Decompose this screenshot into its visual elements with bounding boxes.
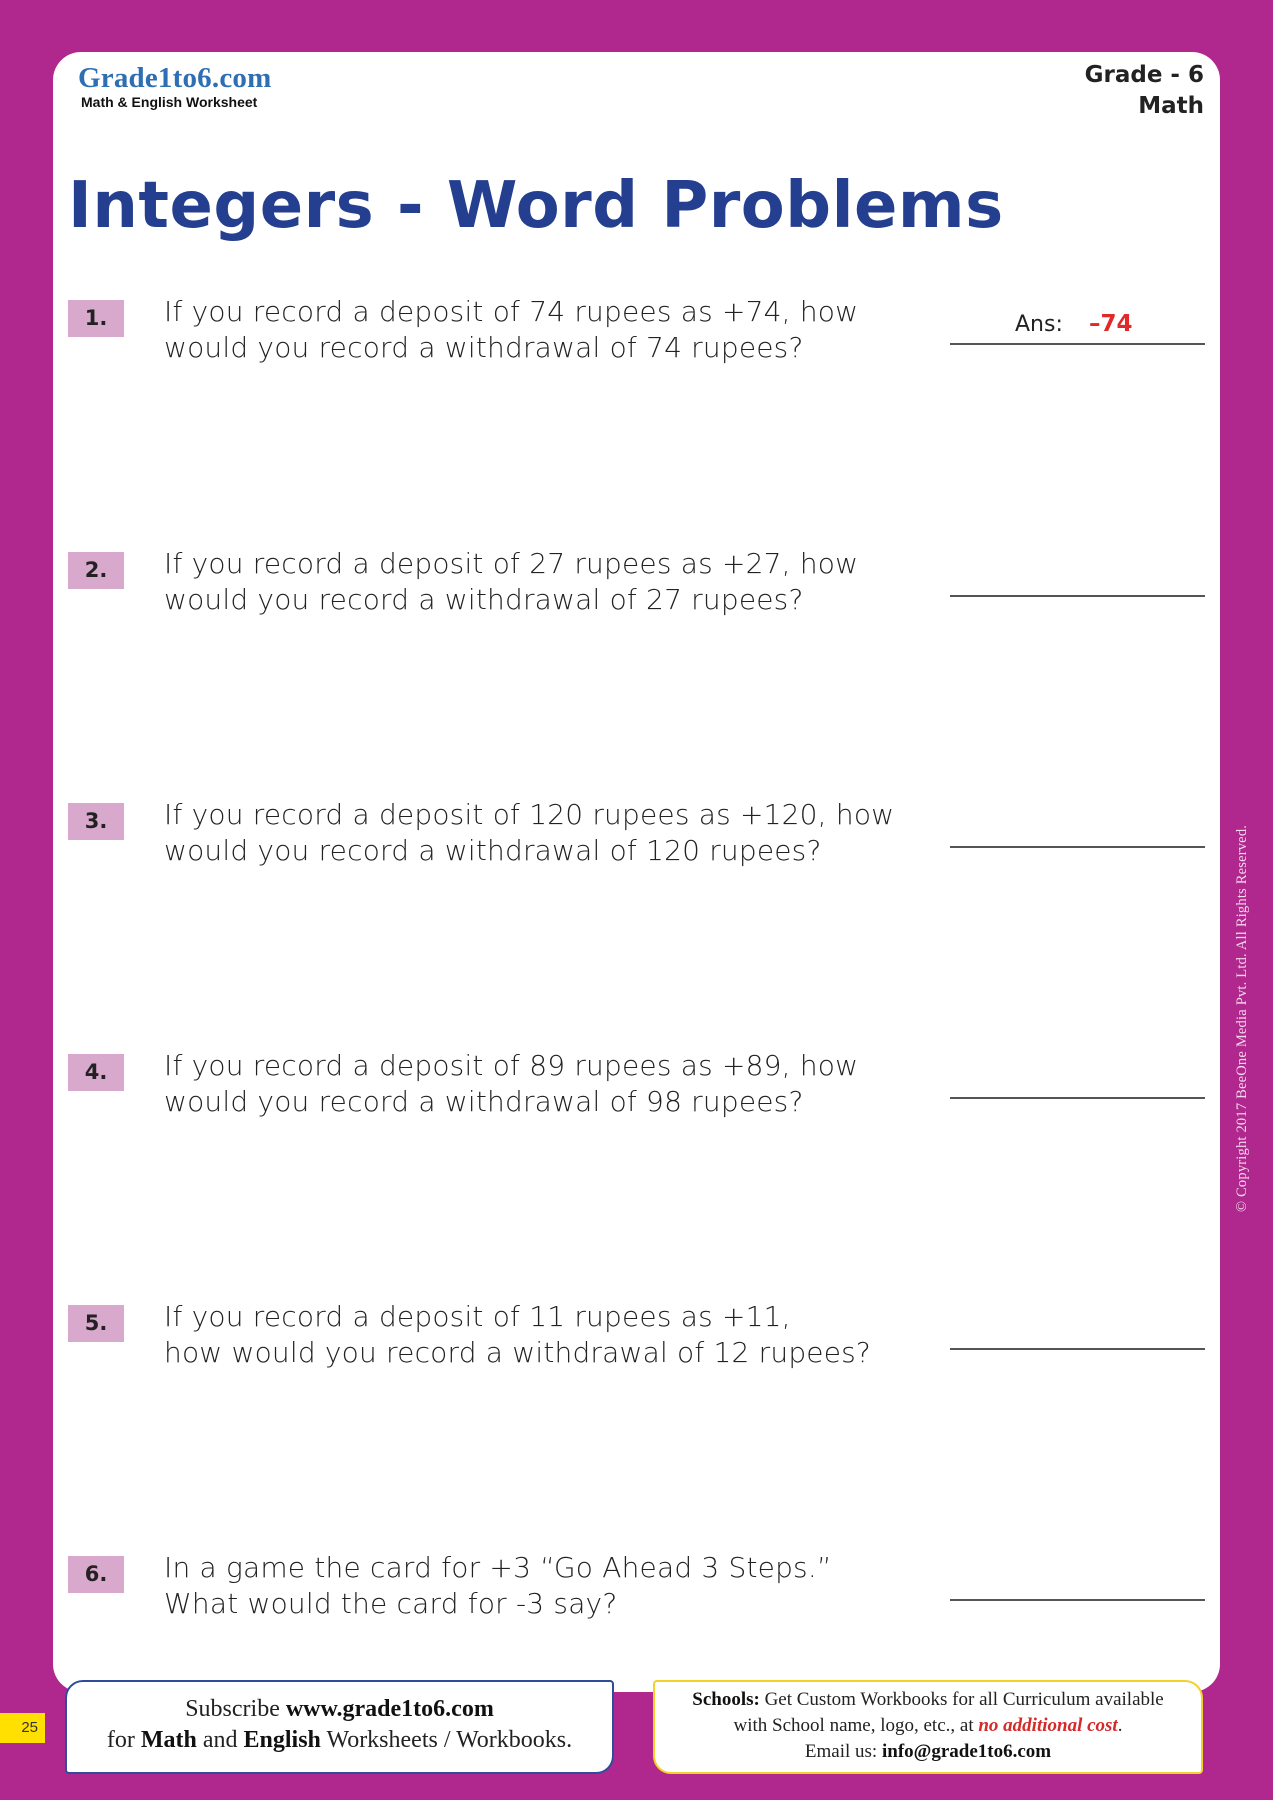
question-line-1: If you record a deposit of 120 rupees as +120, how [164, 798, 895, 831]
question-text [164, 1550, 832, 1622]
subscribe-line-1 [67, 1694, 612, 1725]
subscribe-for-text: for [106, 1727, 141, 1753]
answer-blank[interactable] [950, 846, 1205, 848]
subscribe-line-2 [67, 1725, 612, 1756]
schools-line-3 [655, 1739, 1201, 1765]
question-line-2: how would you record a withdrawal of 12 rupees? [164, 1336, 871, 1369]
schools-line-1 [655, 1687, 1201, 1713]
answer-blank[interactable] [950, 1097, 1205, 1099]
question-text [164, 1048, 858, 1120]
question-line-2: would you record a withdrawal of 74 rupees? [164, 331, 804, 364]
answer-blank[interactable] [950, 343, 1205, 345]
subscribe-url-link[interactable]: www.grade1to6.com [285, 1696, 494, 1722]
question-text [164, 294, 858, 366]
question-line-2: would you record a withdrawal of 120 rupees? [164, 834, 822, 867]
question-line-1: If you record a deposit of 27 rupees as +27, how [164, 547, 859, 580]
subscribe-and-text: and [196, 1727, 244, 1753]
email-link[interactable]: info@grade1to6.com [881, 1741, 1052, 1762]
copyright-notice: © Copyright 2017 BeeOne Media Pvt. Ltd. All Rights Reserved. [1234, 824, 1250, 1212]
question-number-badge: 1. [68, 300, 124, 337]
brand-subtitle: Math & English Worksheet [81, 94, 258, 110]
question-1 [68, 295, 1203, 380]
question-number-badge: 2. [68, 552, 124, 589]
schools-line-2 [655, 1713, 1201, 1739]
subscribe-banner[interactable] [65, 1680, 614, 1774]
schools-line-2-text: with School name, logo, etc., at [733, 1715, 979, 1736]
question-text [164, 797, 894, 869]
question-line-1: If you record a deposit of 89 rupees as +89, how [164, 1049, 859, 1082]
question-number-badge: 6. [68, 1556, 124, 1593]
page-title: Integers - Word Problems [68, 169, 1004, 243]
schools-banner [653, 1680, 1203, 1774]
answer-label: Ans: [1015, 312, 1063, 337]
page-number: 25 [0, 1713, 45, 1743]
question-line-2: What would the card for -3 say? [164, 1587, 618, 1620]
grade-label: Grade - 6 [1084, 62, 1204, 88]
schools-line-1-text: Get Custom Workbooks for all Curriculum available [759, 1689, 1164, 1710]
brand-logo [78, 62, 271, 110]
answer-blank[interactable] [950, 1599, 1205, 1601]
schools-line-2-suffix: . [1117, 1715, 1123, 1736]
grade-subject-label [1085, 60, 1204, 122]
question-2 [68, 547, 1203, 632]
question-text [164, 1299, 871, 1371]
question-number-badge: 3. [68, 803, 124, 840]
question-6 [68, 1551, 1203, 1636]
subscribe-prefix: Subscribe [185, 1696, 286, 1722]
answer-blank[interactable] [950, 1348, 1205, 1350]
answer-blank[interactable] [950, 595, 1205, 597]
email-label: Email us: [804, 1741, 882, 1762]
question-4 [68, 1049, 1203, 1134]
subscribe-suffix-text: Worksheets / Workbooks. [320, 1727, 573, 1753]
question-5 [68, 1300, 1203, 1385]
question-text [164, 546, 858, 618]
question-line-1: If you record a deposit of 11 rupees as +11, [164, 1300, 791, 1333]
brand-name: Grade1to6.com [78, 62, 272, 94]
answer-value: –74 [1089, 311, 1133, 337]
subscribe-math-text: Math [140, 1727, 197, 1753]
question-number-badge: 5. [68, 1305, 124, 1342]
subject-label: Math [1138, 93, 1204, 119]
question-line-1: In a game the card for +3 “Go Ahead 3 Steps.” [164, 1551, 832, 1584]
no-additional-cost-text: no additional cost [978, 1715, 1118, 1736]
question-line-2: would you record a withdrawal of 98 rupees? [164, 1085, 804, 1118]
question-3 [68, 798, 1203, 883]
question-line-1: If you record a deposit of 74 rupees as +74, how [164, 295, 859, 328]
schools-label: Schools: [692, 1689, 760, 1710]
subscribe-english-text: English [243, 1727, 321, 1753]
question-line-2: would you record a withdrawal of 27 rupees? [164, 583, 804, 616]
question-number-badge: 4. [68, 1054, 124, 1091]
